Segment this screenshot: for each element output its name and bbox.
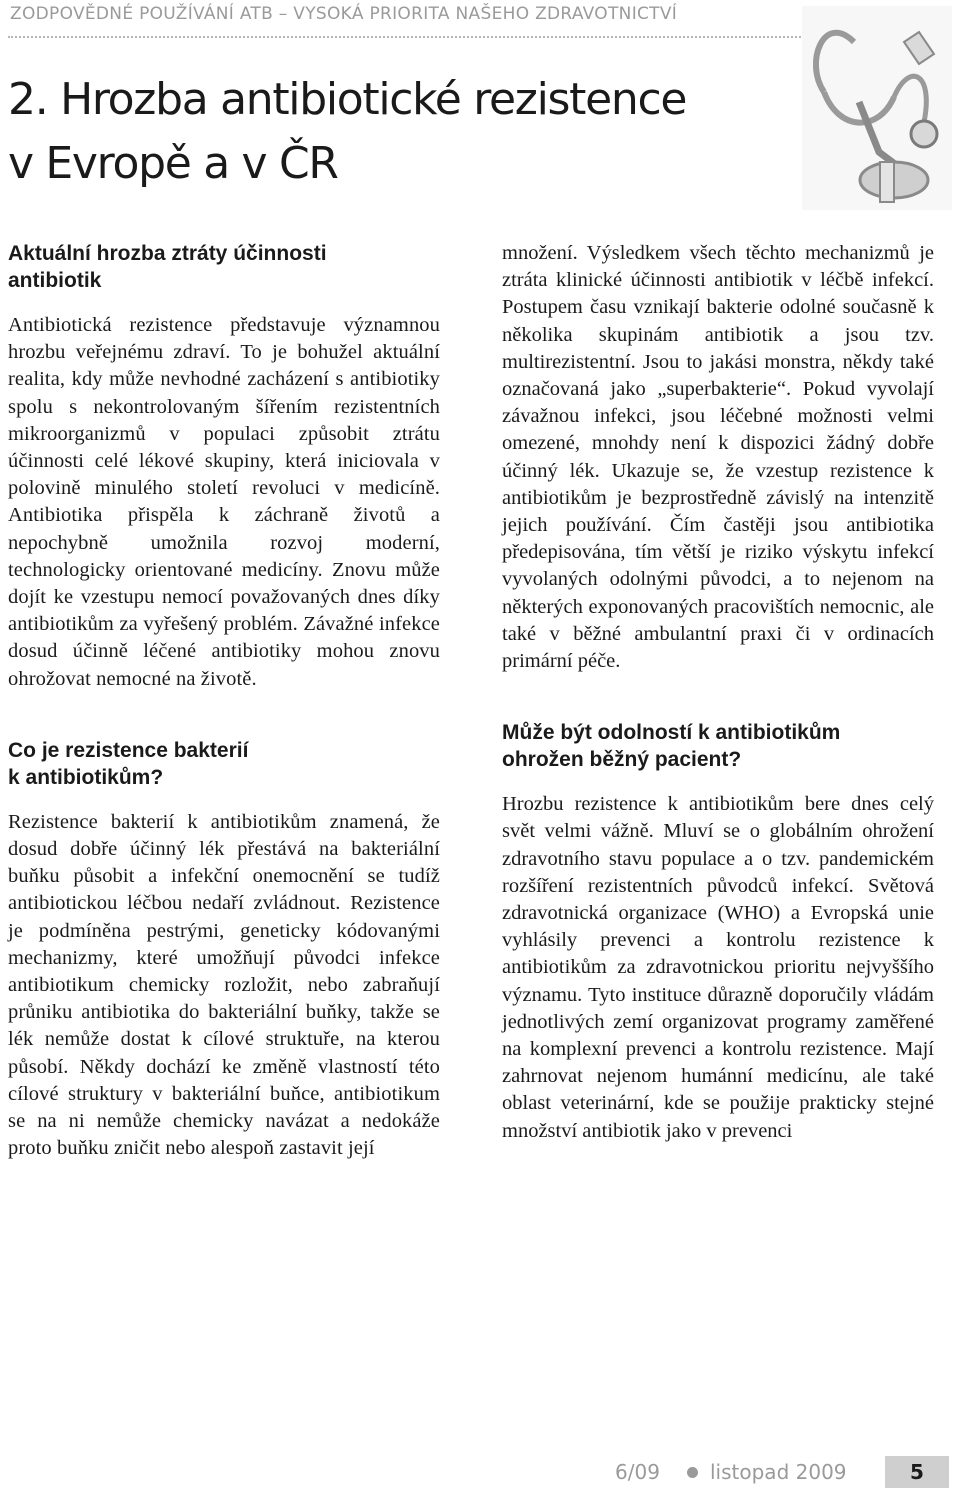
issue-number: 6/09	[615, 1460, 660, 1484]
heading-line: ohrožen běžný pacient?	[502, 748, 742, 772]
page-title-line-2: v Evropě a v ČR	[8, 138, 338, 189]
page-footer	[615, 1458, 955, 1486]
paragraph-mechanisms-continued: množení. Výsledkem všech těchto mechanizmů je ztráta klinické účinnosti antibiotik v léčbě infekcí. Postupem času vznikají bakterie odolné současně k několika skupinám antibiotik a jsou tzv. multirezistentní. Jsou to jakási monstra, někdy také označovaná jako „superbakterie“. Pokud vyvolají závažnou infekci, jsou léčebné možnosti velmi omezené, mnohdy není k dispozici žádný dobře účinný lék. Ukazuje se, že vzestup rezistence k antibiotikům je bezprostředně závislý na intenzitě jejich používání. Čím častěji jsou antibiotika předepisována, tím větší je riziko výskytu infekcí vyvolaných odolnými původci, a to nejenom na některých exponovaných pracovištích nemocnic, ale také v běžné ambulantní praxi či v ordinacích primární péče.	[502, 242, 934, 673]
section-heading-what-is-resistance	[8, 737, 440, 791]
paragraph-patient-risk: Hrozbu rezistence k antibiotikům bere dnes celý svět velmi vážně. Mluví se o globálním ohrožení zdravotního stavu populace a o tzv. pandemickém rozšíření rezistentních původců infekcí. Světová zdravotnická organizace (WHO) a Evropská unie vyhlásily prevenci a kontrolu rezistence k antibiotikům za zdravotnickou prioritu nejvyššího významu. Tyto instituce důrazně doporučily vládám jednotlivých zemí organizovat programy zaměřené na komplexní prevenci a kontrolu rezistence. Mají zahrnovat nejenom humánní medicínu, ale také oblast veterinární, kde se použije prakticky stejné množství antibiotik jako v prevenci	[502, 793, 934, 1142]
page-number: 5	[885, 1456, 949, 1488]
paragraph-current-threat: Antibiotická rezistence představuje významnou hrozbu veřejnému zdraví. To je bohužel aktuální realita, kdy může nevhodné zacházení s antibiotiky spolu s nekontrolovaným šířením rezistentních mikroorganizmů v populaci způsobit ztrátu účinnosti celé lékové skupiny, která iniciovala v polovině minulého století revoluci v medicíně. Antibiotika přispěla k záchraně životů a nepochybně umožnila rozvoj moderní, technologicky orientované medicíny. Znovu může dojít ke vzestupu nemocí považovaných dnes díky antibiotikům za vyřešený problém. Závažné infekce dosud účinně léčené antibiotiky mohou znovu ohrožovat nemocné na životě.	[8, 314, 440, 690]
issue-date: listopad 2009	[710, 1460, 847, 1484]
stethoscope-icon	[784, 2, 952, 212]
heading-line: Může být odolností k antibiotikům	[502, 721, 841, 745]
page-title	[8, 68, 728, 196]
heading-line: k antibiotikům?	[8, 765, 164, 789]
heading-line: Aktuální hrozba ztráty účinnosti	[8, 242, 327, 265]
left-column	[8, 240, 440, 1162]
section-heading-current-threat	[8, 240, 440, 294]
heading-line: antibiotik	[8, 269, 102, 292]
section-heading-patient-risk	[502, 719, 934, 773]
paragraph-what-is-resistance: Rezistence bakterií k antibiotikům znamená, že dosud dobře účinný lék přestává na bakteriální buňku působit a infekční onemocnění se tudíž antibiotickou léčbou nedaří zvládnout. Rezistence je podmíněna pestrými, geneticky kódovanými mechanizmy, které umožňují původci infekce antibiotikum chemicky rozložit, nebo zabraňují průniku antibiotika do bakteriální buňky, takže se lék nemůže dostat k cílové struktuře, na kterou působí. Někdy dochází ke změně vlastností této cílové struktury v bakteriální buňce, antibiotikum se na ni nemůže chemicky navázat a nedokáže proto buňku zničit nebo alespoň zastavit její	[8, 810, 440, 1160]
right-column	[502, 240, 934, 1145]
page-title-line-1: 2. Hrozba antibiotické rezistence	[8, 74, 687, 125]
heading-line: Co je rezistence bakterií	[8, 738, 249, 762]
running-head: ZODPOVĚDNÉ POUŽÍVÁNÍ ATB – VYSOKÁ PRIORITA NAŠEHO ZDRAVOTNICTVÍ	[10, 4, 678, 24]
bullet-dot-icon	[687, 1467, 698, 1478]
